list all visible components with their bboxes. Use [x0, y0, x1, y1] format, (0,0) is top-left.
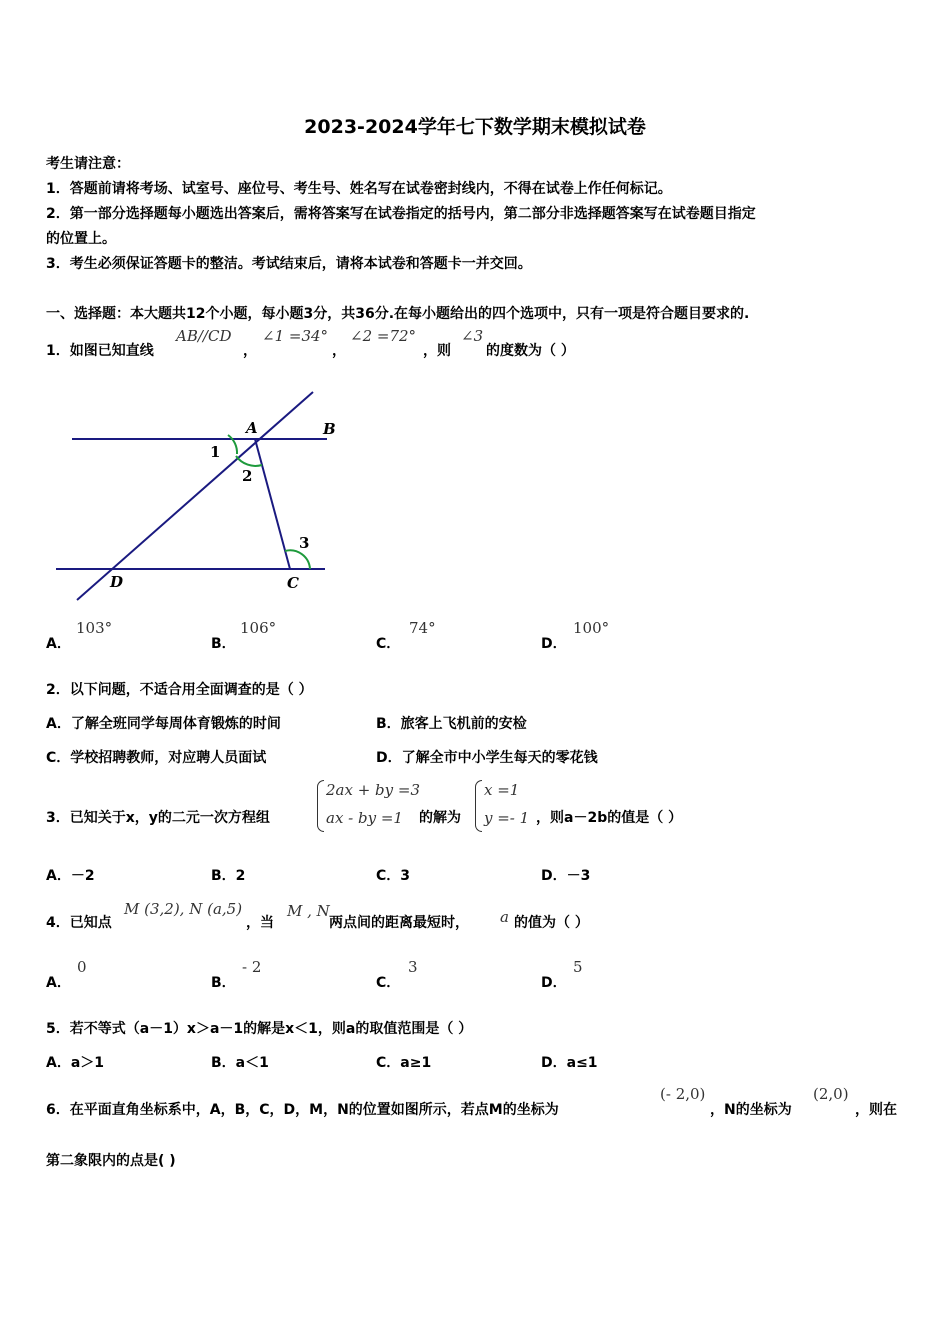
q1-suffix: 的度数为（ ）	[486, 343, 575, 359]
q4-mid1: ，当	[246, 915, 274, 931]
q2-stem: 2．以下问题，不适合用全面调查的是（ ）	[46, 682, 313, 698]
q5-stem: 5．若不等式（a－1）x＞a－1的解是x＜1，则a的取值范围是（ ）	[46, 1021, 473, 1037]
fig-label-3: 3	[299, 534, 310, 552]
q4-option-a-value: 0	[77, 958, 87, 976]
option-text: 学校招聘教师，对应聘人员面试	[70, 750, 267, 766]
q6-line2: 第二象限内的点是( )	[46, 1153, 176, 1169]
q3-suffix: ，则a－2b的值是（ ）	[536, 810, 683, 826]
option-label: A．	[46, 716, 71, 732]
q3-sol2: y =- 1	[484, 809, 530, 827]
q1-sep: ，	[332, 343, 346, 359]
fig-label-d: D	[110, 573, 124, 591]
q5-option-d	[541, 1052, 598, 1072]
q1-sep: ，	[243, 343, 257, 359]
q4-math-mn: M , N	[287, 902, 330, 920]
q4-option-a-label: A．	[46, 975, 71, 991]
q5-option-c	[376, 1052, 431, 1072]
q1-option-b-value: 106°	[240, 619, 277, 637]
fig-label-a: A	[246, 419, 258, 437]
q1-option-c-value: 74°	[409, 619, 436, 637]
q4-mid2: 两点间的距离最短时，	[329, 915, 469, 931]
page-title: 2023-2024学年七下数学期末模拟试卷	[304, 116, 646, 138]
q1-prefix: 1．如图已知直线	[46, 343, 154, 359]
notice-line: 2．第一部分选择题每小题选出答案后，需将答案写在试卷指定的括号内，第二部分非选择题答案写在试卷题目指定	[46, 206, 756, 222]
q3-mid: 的解为	[419, 810, 461, 826]
option-label: D．	[541, 868, 567, 884]
fig-label-c: C	[287, 574, 299, 592]
q3-system-brace	[317, 780, 324, 832]
notice-line: 的位置上。	[46, 231, 116, 247]
option-label: C．	[376, 868, 401, 884]
q1-option-d-value: 100°	[573, 619, 610, 637]
q4-math-a: a	[500, 908, 509, 926]
option-value: 2	[235, 868, 246, 884]
q6-mid: ，N的坐标为	[710, 1102, 792, 1118]
option-value: a≤1	[566, 1055, 598, 1071]
option-label: B．	[211, 868, 236, 884]
option-label: B．	[376, 716, 401, 732]
q4-option-d-value: 5	[573, 958, 583, 976]
option-value: a＞1	[70, 1055, 105, 1071]
option-label: A．	[46, 1055, 71, 1071]
q3-prefix: 3．已知关于x，y的二元一次方程组	[46, 810, 270, 826]
option-label: C．	[46, 750, 71, 766]
q3-eq1: 2ax + by =3	[326, 781, 421, 799]
fig-label-b: B	[323, 420, 336, 438]
q1-option-a-label: A．	[46, 636, 71, 652]
q1-figure	[40, 385, 360, 615]
q1-option-c-label: C．	[376, 636, 401, 652]
q4-option-c-value: 3	[408, 958, 418, 976]
q1-sep: ，则	[423, 343, 451, 359]
q3-eq2: ax - by =1	[326, 809, 403, 827]
q1-option-d-label: D．	[541, 636, 567, 652]
q5-option-b	[211, 1052, 269, 1072]
q4-option-c-label: C．	[376, 975, 401, 991]
option-value: －2	[70, 868, 95, 884]
option-label: C．	[376, 1055, 401, 1071]
q3-option-d	[541, 865, 590, 885]
q4-suffix: 的值为（ ）	[514, 915, 589, 931]
option-value: a＜1	[235, 1055, 269, 1071]
fig-label-1: 1	[210, 443, 221, 461]
q2-option-c	[46, 747, 266, 767]
q1-math-parallel: AB//CD	[176, 327, 232, 345]
q3-sol1: x =1	[484, 781, 520, 799]
q3-solution-brace	[475, 780, 482, 832]
q4-option-d-label: D．	[541, 975, 567, 991]
option-label: D．	[541, 1055, 567, 1071]
option-value: a≥1	[400, 1055, 432, 1071]
q3-option-b	[211, 865, 245, 885]
angle-arc-1	[228, 435, 237, 454]
option-text: 了解全市中小学生每天的零花钱	[401, 750, 598, 766]
q5-option-a	[46, 1052, 104, 1072]
q2-option-a	[46, 713, 281, 733]
option-label: B．	[211, 1055, 236, 1071]
option-value: 3	[400, 868, 411, 884]
q1-math-angle1: ∠1 =34°	[262, 327, 329, 345]
q4-option-b-value: - 2	[242, 958, 262, 976]
notice-line: 1．答题前请将考场、试室号、座位号、考生号、姓名写在试卷密封线内，不得在试卷上作任何标记。	[46, 181, 672, 197]
option-label: D．	[376, 750, 402, 766]
notice-line: 3．考生必须保证答题卡的整洁。考试结束后，请将本试卷和答题卡一并交回。	[46, 256, 532, 272]
q6-suffix: ，则在	[855, 1102, 897, 1118]
option-text: 旅客上飞机前的安检	[400, 716, 527, 732]
q6-math-m: (- 2,0)	[660, 1085, 706, 1103]
q4-option-b-label: B．	[211, 975, 236, 991]
fig-label-2: 2	[242, 467, 253, 485]
q1-option-b-label: B．	[211, 636, 236, 652]
q4-math-points: M (3,2), N (a,5)	[124, 900, 243, 918]
q6-math-n: (2,0)	[813, 1085, 849, 1103]
q1-option-a-value: 103°	[76, 619, 113, 637]
q3-option-a	[46, 865, 95, 885]
q1-math-angle2: ∠2 =72°	[350, 327, 417, 345]
q2-option-d	[376, 747, 598, 767]
option-text: 了解全班同学每周体育锻炼的时间	[70, 716, 281, 732]
q3-option-c	[376, 865, 410, 885]
section-heading: 一、选择题：本大题共12个小题，每小题3分，共36分.在每小题给出的四个选项中，只有一项是符合题目要求的.	[46, 306, 750, 322]
segment-ac	[255, 439, 290, 569]
q2-option-b	[376, 713, 527, 733]
option-label: A．	[46, 868, 71, 884]
q4-prefix: 4．已知点	[46, 915, 112, 931]
q1-math-angle3: ∠3	[461, 327, 484, 345]
q6-prefix: 6．在平面直角坐标系中，A，B，C，D，M，N的位置如图所示，若点M的坐标为	[46, 1102, 559, 1118]
option-value: －3	[566, 868, 591, 884]
notice-heading: 考生请注意：	[46, 156, 130, 172]
